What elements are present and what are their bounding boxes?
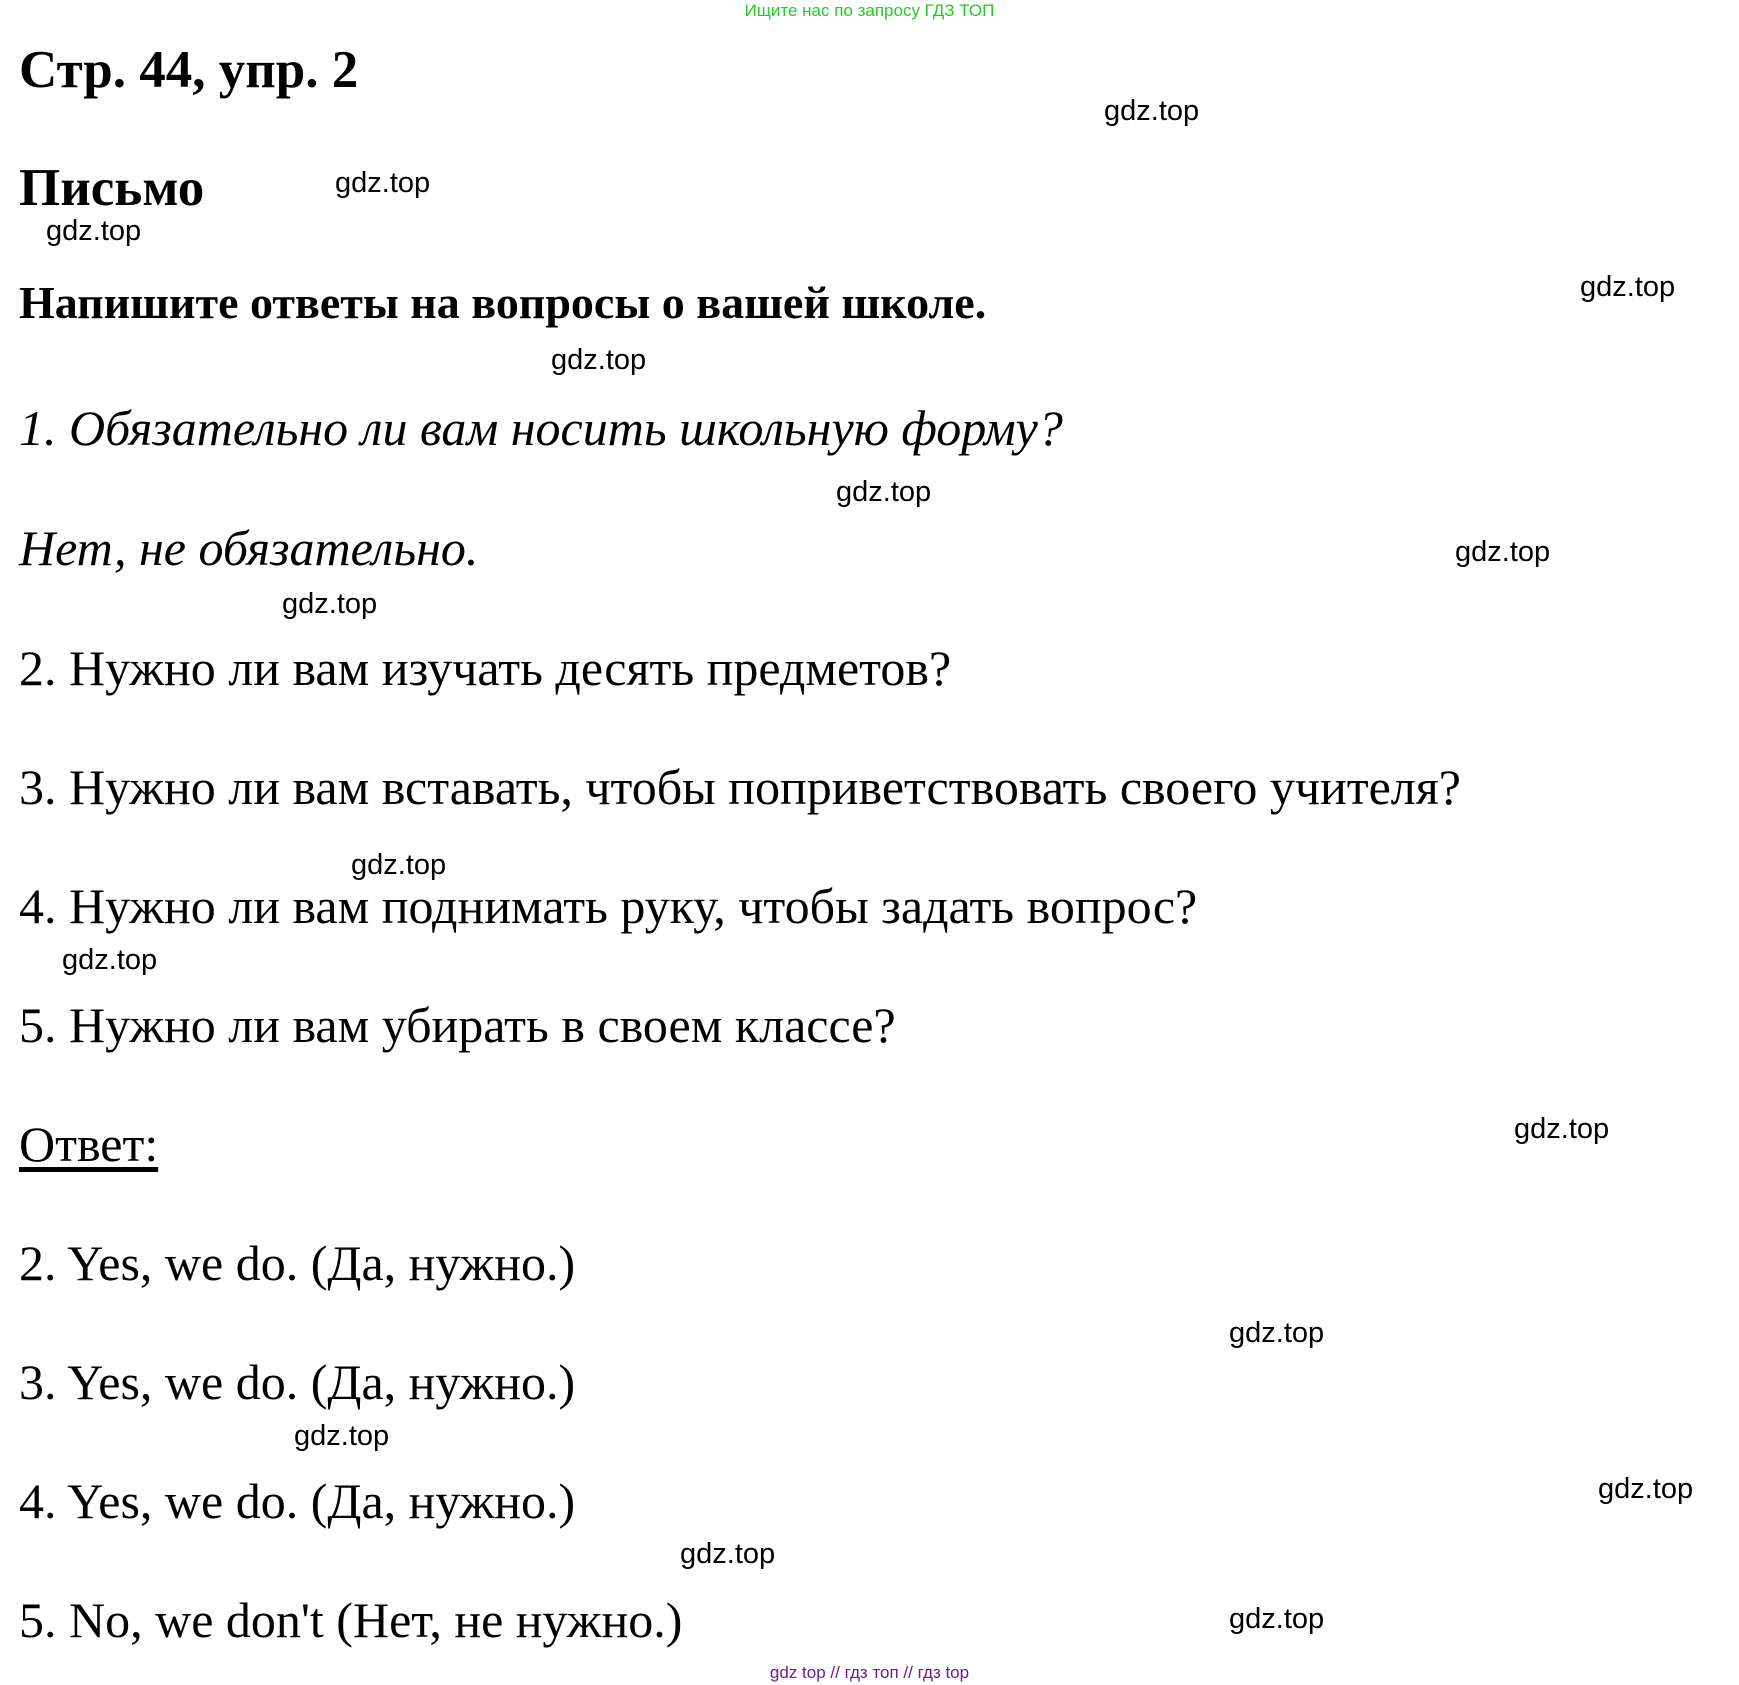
watermark: gdz.top — [1229, 1317, 1325, 1349]
watermark: gdz.top — [1104, 95, 1200, 127]
watermark: gdz.top — [1598, 1473, 1694, 1505]
top-banner: Ищите нас по запросу ГДЗ ТОП — [744, 1, 995, 20]
question-2: 2. Нужно ли вам изучать десять предметов? — [19, 640, 952, 696]
watermark: gdz.top — [1580, 271, 1676, 303]
question-5: 5. Нужно ли вам убирать в своем классе? — [19, 997, 896, 1053]
answer-3: 3. Yes, we do. (Да, нужно.) — [19, 1354, 576, 1410]
answer-5: 5. No, we don't (Нет, не нужно.) — [19, 1592, 683, 1648]
watermark: gdz.top — [294, 1420, 390, 1452]
watermark: gdz.top — [46, 215, 142, 247]
page-title: Стр. 44, упр. 2 — [19, 41, 359, 99]
section-title: Письмо — [19, 159, 205, 217]
watermark: gdz.top — [335, 167, 431, 199]
answer-label: Ответ: — [19, 1116, 159, 1172]
answer-4: 4. Yes, we do. (Да, нужно.) — [19, 1473, 576, 1529]
question-3: 3. Нужно ли вам вставать, чтобы поприветствовать своего учителя? — [19, 759, 1461, 815]
watermark: gdz.top — [351, 849, 447, 881]
question-1: 1. Обязательно ли вам носить школьную форму? — [19, 400, 1063, 456]
task-instruction: Напишите ответы на вопросы о вашей школе. — [19, 277, 987, 328]
watermark: gdz.top — [62, 944, 158, 976]
watermark: gdz.top — [1229, 1603, 1325, 1635]
watermark: gdz.top — [1455, 536, 1551, 568]
watermark: gdz.top — [1514, 1113, 1610, 1145]
bottom-banner: gdz top // гдз топ // гдз top — [769, 1663, 970, 1682]
watermark: gdz.top — [680, 1538, 776, 1570]
watermark: gdz.top — [836, 476, 932, 508]
question-4: 4. Нужно ли вам поднимать руку, чтобы задать вопрос? — [19, 878, 1198, 934]
watermark: gdz.top — [282, 588, 378, 620]
question-1-answer: Нет, не обязательно. — [19, 520, 479, 576]
watermark: gdz.top — [551, 344, 647, 376]
answer-2: 2. Yes, we do. (Да, нужно.) — [19, 1235, 576, 1291]
